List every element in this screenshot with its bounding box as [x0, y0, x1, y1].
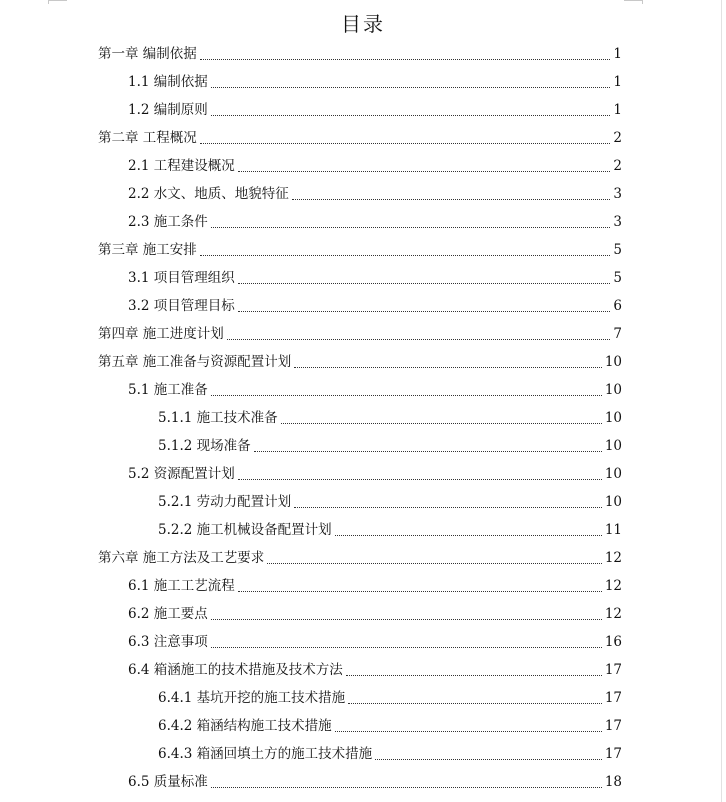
toc-entry-label: 6.2 施工要点 — [128, 606, 208, 622]
toc-entry[interactable] — [98, 544, 622, 572]
toc-entry[interactable] — [128, 460, 622, 488]
toc-entry[interactable] — [98, 320, 622, 348]
dot-leader — [375, 759, 602, 760]
toc-entry-page: 12 — [604, 550, 622, 566]
dot-leader — [238, 479, 602, 480]
toc-entry-label: 6.3 注意事项 — [128, 634, 208, 650]
toc-entry[interactable] — [98, 236, 622, 264]
toc-entry-label: 6.1 施工工艺流程 — [128, 578, 235, 594]
toc-entry-page: 3 — [613, 186, 622, 202]
dot-leader — [238, 311, 611, 312]
toc-entry[interactable] — [128, 180, 622, 208]
dot-leader — [211, 87, 611, 88]
toc-entry-page: 16 — [604, 634, 622, 650]
toc-entry[interactable] — [128, 600, 622, 628]
toc-entry-page: 10 — [604, 494, 622, 510]
toc-entry-page: 5 — [613, 270, 622, 286]
toc-entry-page: 2 — [613, 130, 622, 146]
toc-entry-label: 6.4 箱涵施工的技术措施及技术方法 — [128, 662, 343, 678]
page-corner-marker-left — [48, 0, 67, 4]
toc-entry-label: 6.5 质量标准 — [128, 774, 208, 790]
toc-entry-page: 12 — [604, 578, 622, 594]
toc-entry-page: 6 — [613, 298, 622, 314]
toc-entry-page: 10 — [604, 382, 622, 398]
dot-leader — [211, 619, 602, 620]
toc-entry[interactable] — [128, 264, 622, 292]
toc-entry[interactable] — [158, 488, 622, 516]
dot-leader — [267, 563, 602, 564]
toc-entry-label: 1.2 编制原则 — [128, 102, 208, 118]
dot-leader — [346, 675, 602, 676]
dot-leader — [200, 255, 611, 256]
dot-leader — [227, 339, 611, 340]
toc-entry-page: 17 — [604, 690, 622, 706]
toc-entry-page: 17 — [604, 746, 622, 762]
toc-entry[interactable] — [158, 404, 622, 432]
toc-entry[interactable] — [98, 348, 622, 376]
dot-leader — [335, 731, 602, 732]
toc-entry[interactable] — [98, 124, 622, 152]
toc-entry-label: 第一章 编制依据 — [98, 46, 197, 62]
toc-entry-label: 2.3 施工条件 — [128, 214, 208, 230]
toc-entry-page: 1 — [613, 102, 622, 118]
dot-leader — [254, 451, 602, 452]
toc-entry-page: 7 — [613, 326, 622, 342]
toc-entry-label: 5.2.2 施工机械设备配置计划 — [158, 522, 332, 538]
toc-entry-label: 第五章 施工准备与资源配置计划 — [98, 354, 292, 370]
toc-entry[interactable] — [128, 208, 622, 236]
page-corner-marker-right — [624, 0, 643, 4]
toc-entry[interactable] — [158, 516, 622, 544]
toc-entry[interactable] — [128, 292, 622, 320]
dot-leader — [238, 171, 611, 172]
dot-leader — [335, 535, 602, 536]
toc-entry-label: 6.4.3 箱涵回填土方的施工技术措施 — [158, 746, 373, 762]
dot-leader — [281, 423, 602, 424]
toc-entry-page: 10 — [604, 410, 622, 426]
toc-entry[interactable] — [158, 740, 622, 768]
toc-entry-label: 5.1.2 现场准备 — [158, 438, 251, 454]
toc-entry-label: 1.1 编制依据 — [128, 74, 208, 90]
dot-leader — [294, 507, 602, 508]
toc-entry-label: 5.1.1 施工技术准备 — [158, 410, 278, 426]
toc-entry-page: 18 — [604, 774, 622, 790]
toc-entry[interactable] — [128, 152, 622, 180]
toc-entry[interactable] — [128, 376, 622, 404]
toc-entry-label: 5.2 资源配置计划 — [128, 466, 235, 482]
dot-leader — [211, 395, 602, 396]
toc-entry-page: 10 — [604, 354, 622, 370]
toc-entry-label: 第六章 施工方法及工艺要求 — [98, 550, 265, 566]
dot-leader — [238, 591, 602, 592]
toc-entry-label: 3.1 项目管理组织 — [128, 270, 235, 286]
toc-entry-label: 5.2.1 劳动力配置计划 — [158, 494, 292, 510]
toc-entry[interactable] — [98, 40, 622, 68]
toc-entry-label: 5.1 施工准备 — [128, 382, 208, 398]
toc-entry-page: 11 — [604, 522, 622, 538]
toc-entry-page: 10 — [604, 438, 622, 454]
toc-entry[interactable] — [128, 68, 622, 96]
toc-entry[interactable] — [158, 432, 622, 460]
dot-leader — [211, 647, 602, 648]
toc-entry-page: 12 — [604, 606, 622, 622]
toc-entry-page: 17 — [604, 718, 622, 734]
toc-entry[interactable] — [158, 712, 622, 740]
toc-entry-label: 3.2 项目管理目标 — [128, 298, 235, 314]
toc-entry-label: 第四章 施工进度计划 — [98, 326, 224, 342]
toc-entry-label: 6.4.2 箱涵结构施工技术措施 — [158, 718, 332, 734]
toc-entry-label: 2.1 工程建设概况 — [128, 158, 235, 174]
toc-entry-label: 2.2 水文、地质、地貌特征 — [128, 186, 289, 202]
page-edge — [721, 0, 722, 802]
toc-entry-page: 10 — [604, 466, 622, 482]
dot-leader — [211, 227, 611, 228]
toc-entry-page: 1 — [613, 74, 622, 90]
toc-entry[interactable] — [128, 656, 622, 684]
toc-entry[interactable] — [128, 96, 622, 124]
dot-leader — [211, 115, 611, 116]
toc-entry-page: 2 — [613, 158, 622, 174]
dot-leader — [294, 367, 602, 368]
toc-entry-label: 6.4.1 基坑开挖的施工技术措施 — [158, 690, 346, 706]
toc-entry-label: 第二章 工程概况 — [98, 130, 197, 146]
dot-leader — [200, 59, 611, 60]
toc-entry[interactable] — [128, 768, 622, 796]
toc-entry[interactable] — [128, 572, 622, 600]
dot-leader — [200, 143, 611, 144]
toc-entry[interactable] — [158, 684, 622, 712]
toc-entry-page: 3 — [613, 214, 622, 230]
dot-leader — [348, 703, 602, 704]
toc-entry[interactable] — [128, 628, 622, 656]
dot-leader — [238, 283, 611, 284]
toc-entry-page: 17 — [604, 662, 622, 678]
toc-entry-page: 1 — [613, 46, 622, 62]
toc-entry-label: 第三章 施工安排 — [98, 242, 197, 258]
dot-leader — [211, 787, 602, 788]
dot-leader — [292, 199, 611, 200]
toc-entry-page: 5 — [613, 242, 622, 258]
toc-title: 目录 — [341, 12, 385, 36]
